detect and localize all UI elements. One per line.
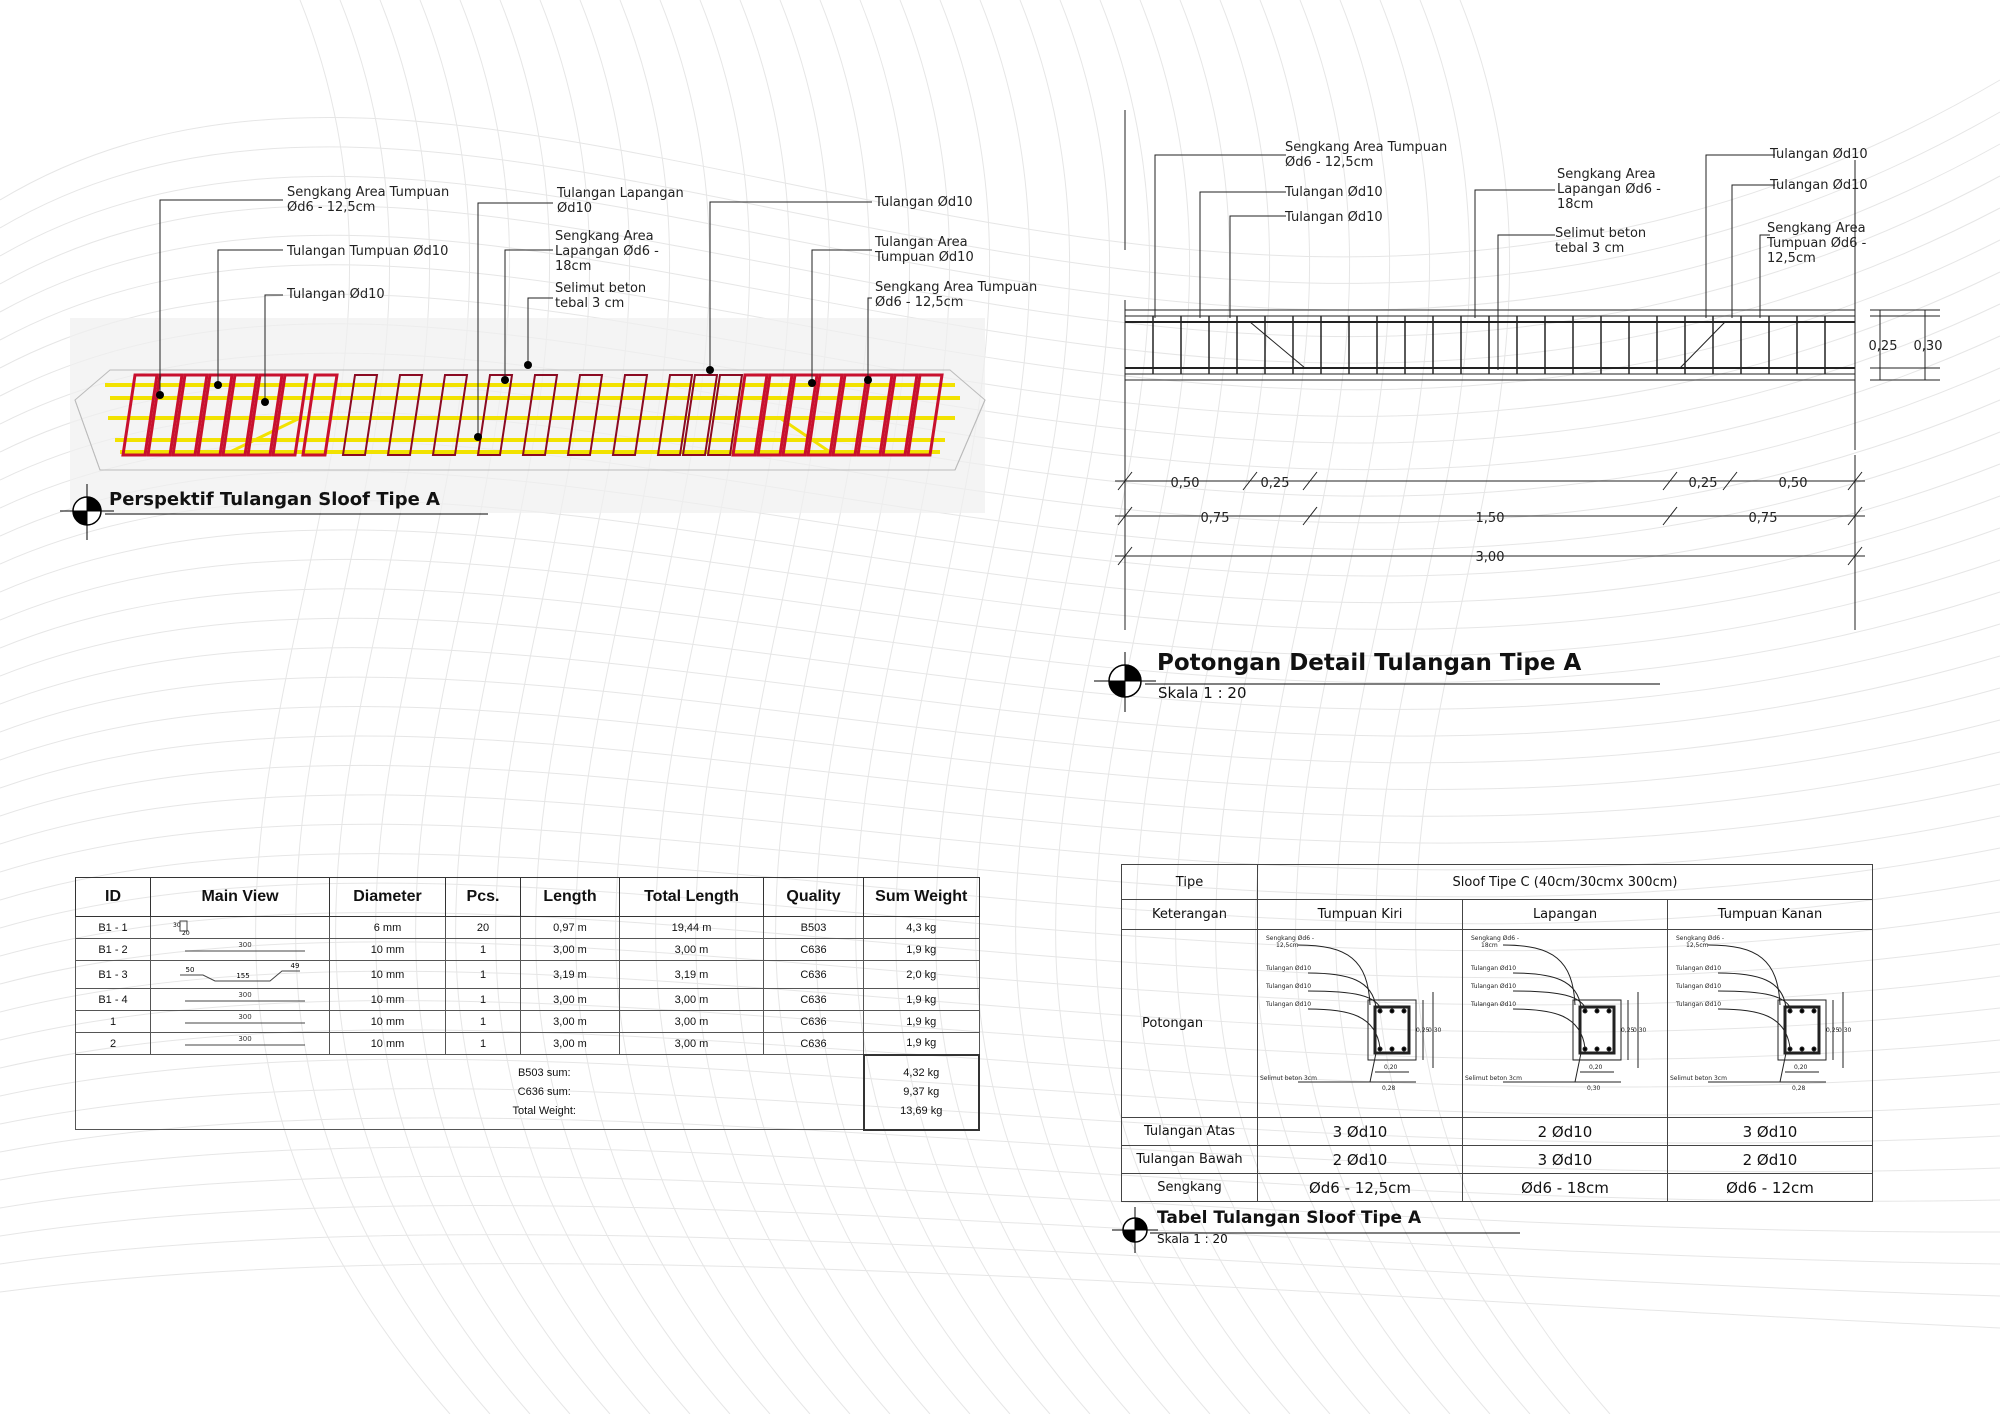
bbs-cell-quality: C636 — [764, 939, 864, 961]
row-value: 3 Ød10 — [1668, 1118, 1873, 1146]
table-row — [1122, 1118, 1873, 1146]
bbs-cell-pcs: 1 — [446, 961, 521, 989]
bbs-cell-length: 3,19 m — [521, 961, 620, 989]
bbs-cell-length: 3,00 m — [521, 939, 620, 961]
keterangan-label: Keterangan — [1122, 900, 1258, 930]
section-drawing — [1000, 0, 2000, 720]
bbs-header: Pcs. — [446, 878, 521, 917]
bbs-cell-pcs: 1 — [446, 1011, 521, 1033]
bbs-cell-diameter: 6 mm — [330, 917, 446, 939]
callout-label: Tulangan Ød10 — [1770, 147, 1868, 162]
bbs-header: Quality — [764, 878, 864, 917]
svg-text:Tulangan Ød10: Tulangan Ød10 — [1471, 1001, 1517, 1008]
bbs-cell-id: B1 - 2 — [76, 939, 151, 961]
bbs-cell-length: 3,00 m — [521, 1011, 620, 1033]
bbs-header: Total Length — [620, 878, 764, 917]
bbs-cell-quality: C636 — [764, 1033, 864, 1055]
bbs-cell-total: 3,19 m — [620, 961, 764, 989]
section-title: Potongan Detail Tulangan Tipe A — [1157, 650, 1582, 676]
dimension-label: 0,75 — [1200, 511, 1230, 526]
bbs-cell-quality: C636 — [764, 989, 864, 1011]
svg-text:Tulangan Ød10: Tulangan Ød10 — [1471, 965, 1517, 972]
svg-text:0,25: 0,25 — [1416, 1027, 1430, 1034]
bbs-cell-diameter: 10 mm — [330, 961, 446, 989]
row-label: Tulangan Atas — [1122, 1118, 1258, 1146]
svg-text:12,5cm: 12,5cm — [1686, 942, 1709, 949]
bbs-cell-weight: 1,9 kg — [864, 1011, 980, 1033]
dimension-label: 0,25 — [1868, 339, 1898, 354]
callout-label: Tulangan Ød10 — [1285, 210, 1383, 225]
section-sketch-cell — [1258, 930, 1463, 1118]
column-header: Tumpuan Kanan — [1668, 900, 1873, 930]
bar-shape-view — [151, 989, 330, 1011]
svg-text:Selimut beton 3cm: Selimut beton 3cm — [1670, 1075, 1727, 1082]
svg-text:Tulangan Ød10: Tulangan Ød10 — [1266, 1001, 1312, 1008]
table-row — [1122, 1174, 1873, 1202]
bbs-cell-weight: 1,9 kg — [864, 939, 980, 961]
summary-value: 9,37 kg — [903, 1085, 940, 1098]
table-row — [1122, 1146, 1873, 1174]
bbs-cell-id: 1 — [76, 1011, 151, 1033]
row-value: 3 Ød10 — [1258, 1118, 1463, 1146]
bbs-cell-id: 2 — [76, 1033, 151, 1055]
row-value: Ød6 - 12cm — [1668, 1174, 1873, 1202]
summary-value: 13,69 kg — [900, 1104, 943, 1117]
svg-text:0,20: 0,20 — [1794, 1064, 1808, 1071]
callout-label: Tulangan Lapangan Ød10 — [557, 186, 684, 216]
bbs-cell-length: 3,00 m — [521, 989, 620, 1011]
svg-text:18cm: 18cm — [1481, 942, 1498, 949]
callout-label: Sengkang Area Tumpuan Ød6 - 12,5cm — [1285, 140, 1448, 170]
table-row — [76, 939, 980, 961]
svg-text:Selimut beton 3cm: Selimut beton 3cm — [1260, 1075, 1317, 1082]
bbs-cell-weight: 4,3 kg — [864, 917, 980, 939]
bbs-cell-quality: C636 — [764, 961, 864, 989]
row-value: Ød6 - 18cm — [1463, 1174, 1668, 1202]
svg-text:Sengkang Ød6 -: Sengkang Ød6 - — [1676, 935, 1725, 942]
bbs-cell-diameter: 10 mm — [330, 939, 446, 961]
table-row — [76, 1011, 980, 1033]
callout-label: Sengkang Area Tumpuan Ød6 - 12,5cm — [875, 280, 1038, 310]
row-label: Sengkang — [1122, 1174, 1258, 1202]
bbs-cell-id: B1 - 1 — [76, 917, 151, 939]
svg-text:20: 20 — [182, 930, 190, 937]
bbs-cell-total: 3,00 m — [620, 939, 764, 961]
row-value: 2 Ød10 — [1463, 1118, 1668, 1146]
bbs-cell-length: 3,00 m — [521, 1033, 620, 1055]
bbs-cell-pcs: 1 — [446, 1033, 521, 1055]
summary-label: Total Weight: — [512, 1104, 576, 1117]
bbs-cell-total: 3,00 m — [620, 989, 764, 1011]
dimension-label: 0,75 — [1748, 511, 1778, 526]
svg-text:0,28: 0,28 — [1792, 1085, 1806, 1092]
svg-text:Tulangan Ød10: Tulangan Ød10 — [1266, 965, 1312, 972]
tipe-label: Tipe — [1122, 865, 1258, 900]
svg-text:0,25: 0,25 — [1621, 1027, 1635, 1034]
svg-text:Tulangan Ød10: Tulangan Ød10 — [1676, 983, 1722, 990]
bbs-header: Length — [521, 878, 620, 917]
callout-label: Sengkang Area Lapangan Ød6 -18cm — [1557, 167, 1661, 212]
bar-shape-view — [151, 917, 330, 939]
perspective-title: Perspektif Tulangan Sloof Tipe A — [109, 489, 440, 510]
bbs-header: Main View — [151, 878, 330, 917]
bbs-cell-diameter: 10 mm — [330, 1011, 446, 1033]
summary-value: 4,32 kg — [903, 1066, 940, 1079]
bbs-cell-quality: B503 — [764, 917, 864, 939]
bar-bending-schedule — [75, 877, 980, 1131]
bbs-cell-pcs: 20 — [446, 917, 521, 939]
bbs-cell-pcs: 1 — [446, 939, 521, 961]
bbs-cell-diameter: 10 mm — [330, 989, 446, 1011]
svg-text:300: 300 — [238, 991, 252, 999]
svg-text:300: 300 — [238, 1013, 252, 1021]
table-row — [76, 989, 980, 1011]
row-value: Ød6 - 12,5cm — [1258, 1174, 1463, 1202]
bbs-cell-weight: 1,9 kg — [864, 1033, 980, 1055]
table-row — [76, 1033, 980, 1055]
bbs-cell-id: B1 - 4 — [76, 989, 151, 1011]
svg-text:Tulangan Ød10: Tulangan Ød10 — [1676, 1001, 1722, 1008]
table-row — [76, 917, 980, 939]
svg-text:30: 30 — [173, 922, 181, 929]
bbs-summary-row — [76, 1055, 980, 1130]
svg-text:0,20: 0,20 — [1589, 1064, 1603, 1071]
dimension-label: 0,30 — [1913, 339, 1943, 354]
bbs-cell-quality: C636 — [764, 1011, 864, 1033]
svg-text:Selimut beton 3cm: Selimut beton 3cm — [1465, 1075, 1522, 1082]
callout-label: Selimut beton tebal 3 cm — [1555, 226, 1647, 256]
bbs-cell-weight: 1,9 kg — [864, 989, 980, 1011]
callout-label: Tulangan Area Tumpuan Ød10 — [875, 235, 974, 265]
section-sketch — [1463, 930, 1667, 1113]
bbs-cell-diameter: 10 mm — [330, 1033, 446, 1055]
svg-text:Tulangan Ød10: Tulangan Ød10 — [1471, 983, 1517, 990]
row-value: 2 Ød10 — [1258, 1146, 1463, 1174]
svg-text:0,25: 0,25 — [1826, 1027, 1840, 1034]
callout-label: Sengkang Area Lapangan Ød6 -18cm — [555, 229, 659, 274]
svg-text:Sengkang Ød6 -: Sengkang Ød6 - — [1266, 935, 1315, 942]
svg-text:0,30: 0,30 — [1428, 1027, 1442, 1034]
perspective-drawing — [0, 0, 1038, 560]
section-sketch — [1258, 930, 1462, 1113]
section-scale: Skala 1 : 20 — [1158, 684, 1247, 702]
row-label: Tulangan Bawah — [1122, 1146, 1258, 1174]
svg-text:0,20: 0,20 — [1384, 1064, 1398, 1071]
svg-text:0,30: 0,30 — [1838, 1027, 1852, 1034]
summary-label: B503 sum: — [517, 1066, 571, 1079]
svg-text:Sengkang Ød6 -: Sengkang Ød6 - — [1471, 935, 1520, 942]
callout-label: Tulangan Ød10 — [287, 287, 385, 302]
bbs-cell-length: 0,97 m — [521, 917, 620, 939]
dimension-label: 1,50 — [1475, 511, 1505, 526]
callout-label: Selimut beton tebal 3 cm — [555, 281, 647, 311]
bar-shape-view — [151, 961, 330, 989]
bbs-cell-total: 3,00 m — [620, 1011, 764, 1033]
dimension-label: 0,25 — [1688, 476, 1718, 491]
section-sketch — [1668, 930, 1872, 1113]
section-marker-icon — [1094, 652, 1156, 712]
rebar-table — [1121, 864, 1873, 1202]
row-value: 3 Ød10 — [1463, 1146, 1668, 1174]
callout-label: Tulangan Tumpuan Ød10 — [287, 244, 449, 259]
callout-label: Tulangan Ød10 — [1285, 185, 1383, 200]
dimension-label: 0,25 — [1260, 476, 1290, 491]
bar-shape-view — [151, 1033, 330, 1055]
svg-text:12,5cm: 12,5cm — [1276, 942, 1299, 949]
bbs-cell-pcs: 1 — [446, 989, 521, 1011]
svg-text:300: 300 — [238, 941, 252, 949]
section-marker-icon — [1112, 1207, 1158, 1253]
svg-text:0,28: 0,28 — [1382, 1085, 1396, 1092]
column-header: Tumpuan Kiri — [1258, 900, 1463, 930]
bbs-cell-weight: 2,0 kg — [864, 961, 980, 989]
section-sketch-cell — [1463, 930, 1668, 1118]
dimension-label: 0,50 — [1778, 476, 1808, 491]
callout-label: Sengkang Area Tumpuan Ød6 -12,5cm — [1767, 221, 1867, 266]
table-title: Tabel Tulangan Sloof Tipe A — [1157, 1208, 1422, 1228]
dimension-label: 0,50 — [1170, 476, 1200, 491]
dimension-label: 3,00 — [1475, 550, 1505, 565]
bbs-header: Diameter — [330, 878, 446, 917]
table-scale: Skala 1 : 20 — [1157, 1232, 1228, 1246]
bbs-cell-total: 3,00 m — [620, 1033, 764, 1055]
svg-text:Tulangan Ød10: Tulangan Ød10 — [1266, 983, 1312, 990]
bbs-cell-total: 19,44 m — [620, 917, 764, 939]
tipe-value: Sloof Tipe C (40cm/30cmx 300cm) — [1258, 865, 1873, 900]
svg-text:300: 300 — [238, 1035, 252, 1043]
bbs-cell-id: B1 - 3 — [76, 961, 151, 989]
callout-label: Tulangan Ød10 — [875, 195, 973, 210]
callout-label: Tulangan Ød10 — [1770, 178, 1868, 193]
svg-text:50: 50 — [185, 966, 195, 974]
potongan-label: Potongan — [1122, 930, 1258, 1118]
column-header: Lapangan — [1463, 900, 1668, 930]
svg-text:0,30: 0,30 — [1587, 1085, 1601, 1092]
row-value: 2 Ød10 — [1668, 1146, 1873, 1174]
summary-label: C636 sum: — [517, 1085, 571, 1098]
bar-shape-view — [151, 939, 330, 961]
section-sketch-cell — [1668, 930, 1873, 1118]
bbs-header: ID — [76, 878, 151, 917]
table-row — [76, 961, 980, 989]
potongan-row — [1122, 930, 1873, 1118]
tipe-row — [1122, 865, 1873, 900]
keterangan-row — [1122, 900, 1873, 930]
bbs-header-row — [76, 878, 980, 917]
svg-text:Tulangan Ød10: Tulangan Ød10 — [1676, 965, 1722, 972]
callout-label: Sengkang Area Tumpuan Ød6 - 12,5cm — [287, 185, 450, 215]
svg-text:49: 49 — [290, 962, 300, 970]
bbs-header: Sum Weight — [864, 878, 980, 917]
svg-text:0,30: 0,30 — [1633, 1027, 1647, 1034]
svg-text:155: 155 — [236, 972, 250, 980]
bar-shape-view — [151, 1011, 330, 1033]
